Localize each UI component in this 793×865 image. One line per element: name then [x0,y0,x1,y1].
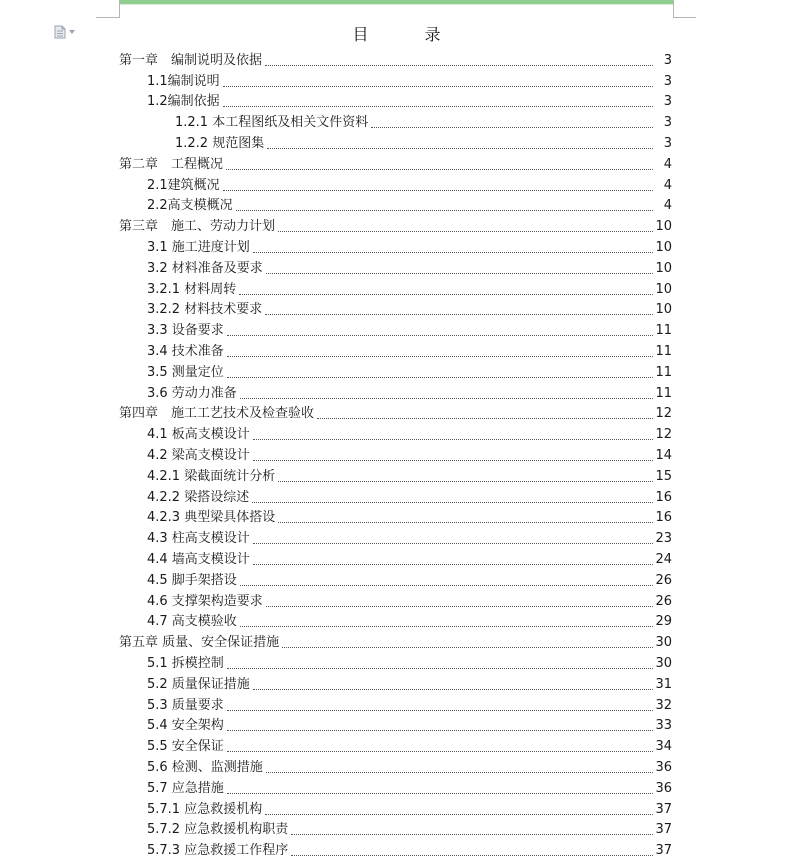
toc-entry[interactable] [119,403,672,424]
toc-entry-page: 36 [655,780,672,796]
toc-entry-label: 3.6 劳动力准备 [147,385,237,401]
toc-entry-page: 3 [663,94,672,110]
toc-entry[interactable] [147,299,672,320]
toc-entry-label: 4.2.3 典型梁具体搭设 [147,510,276,526]
toc-entry[interactable] [147,507,672,528]
toc-title: 目 录 [352,25,461,44]
toc-entry-page: 24 [655,551,672,567]
toc-dot-leader [252,502,653,503]
toc-entry-label: 1.2.2 规范图集 [175,135,265,151]
toc-entry[interactable] [147,278,672,299]
toc-entry-page: 14 [655,447,672,463]
toc-entry-page: 23 [655,531,672,547]
toc-entry-label: 4.6 支撑架构造要求 [147,593,263,609]
toc-dot-leader [240,626,653,627]
toc-entry[interactable] [147,777,672,798]
toc-entry-label: 5.7.3 应急救援工作程序 [147,843,289,859]
toc-dot-leader [227,356,653,357]
margin-corner-mark-right-v [673,0,674,18]
toc-entry-label: 4.5 脚手架搭设 [147,572,237,588]
toc-entry[interactable] [119,153,672,174]
toc-entry-page: 11 [655,364,672,380]
toc-entry-label: 3.3 设备要求 [147,323,224,339]
toc-dot-leader [223,86,653,87]
toc-dot-leader [227,730,653,731]
toc-entry-page: 37 [655,801,672,817]
toc-entry-page: 11 [655,343,672,359]
toc-dot-leader [253,543,653,544]
toc-entry-page: 3 [663,52,672,68]
toc-entry[interactable] [147,236,672,257]
toc-entry[interactable] [147,715,672,736]
toc-dot-leader [236,210,653,211]
toc-entry[interactable] [147,319,672,340]
toc-entry-label: 第一章 编制说明及依据 [119,52,263,68]
toc-entry-page: 16 [655,489,672,505]
toc-dot-leader [282,647,653,648]
toc-entry-label: 3.2.2 材料技术要求 [147,302,263,318]
toc-entry[interactable] [147,652,672,673]
toc-entry-label: 4.3 柱高支模设计 [147,531,250,547]
toc-dot-leader [227,335,653,336]
toc-entry-page: 10 [655,281,672,297]
toc-entry[interactable] [175,111,672,132]
toc-entry[interactable] [147,361,672,382]
toc-dot-leader [240,585,653,586]
margin-corner-mark-right-h [673,17,696,18]
toc-entry-page: 37 [655,822,672,838]
toc-dot-leader [227,668,653,669]
toc-entry[interactable] [147,70,672,91]
toc-entry-label: 第三章 施工、劳动力计划 [119,219,276,235]
toc-dot-leader [278,231,653,232]
toc-entry-label: 4.1 板高支模设计 [147,427,250,443]
toc-dot-leader [227,793,653,794]
toc-entry-label: 3.2 材料准备及要求 [147,260,263,276]
toc-entry-page: 36 [655,759,672,775]
toc-entry-label: 3.2.1 材料周转 [147,281,237,297]
toc-entry[interactable] [147,735,672,756]
toc-entry[interactable] [147,798,672,819]
toc-entry-label: 第五章 质量、安全保证措施 [119,635,280,651]
toc-entry-page: 26 [655,593,672,609]
toc-dot-leader [253,252,653,253]
toc-entry-page: 4 [663,198,672,214]
toc-entry-label: 5.3 质量要求 [147,697,224,713]
toc-entry-page: 3 [663,115,672,131]
toc-entry[interactable] [119,49,672,70]
toc-entry-label: 5.5 安全保证 [147,739,224,755]
toc-entry[interactable] [147,91,672,112]
toc-dot-leader [278,481,653,482]
toc-entry[interactable] [147,195,672,216]
toc-entry-page: 12 [655,427,672,443]
toc-entry-label: 3.1 施工进度计划 [147,239,250,255]
toc-dot-leader [227,751,653,752]
toc-entry[interactable] [175,132,672,153]
toc-dot-leader [227,377,653,378]
toc-dot-leader [265,314,653,315]
toc-dot-leader [253,439,653,440]
toc-entry-label: 4.2.1 梁截面统计分析 [147,468,276,484]
header-rule-shadow [119,4,673,5]
toc-entry-label: 5.7.1 应急救援机构 [147,801,263,817]
margin-corner-mark-left-v [119,0,120,18]
toc-dot-leader [291,855,653,856]
toc-dot-leader [227,710,653,711]
toc-entry[interactable] [147,756,672,777]
toc-entry[interactable] [147,694,672,715]
toc-dot-leader [223,106,653,107]
toc-entry[interactable] [147,486,672,507]
toc-entry-label: 4.4 墙高支模设计 [147,551,250,567]
toc-entry-label: 5.6 检测、监测措施 [147,759,263,775]
toc-entry[interactable] [147,839,672,860]
toc-entry[interactable] [147,673,672,694]
toc-entry-page: 4 [663,177,672,193]
toc-dot-leader [240,398,653,399]
toc-entry-page: 30 [655,655,672,671]
toc-entry-page: 29 [655,614,672,630]
toc-entry[interactable] [147,590,672,611]
toc-entry-page: 16 [655,510,672,526]
toc-dot-leader [253,689,653,690]
toc-entry-page: 15 [655,468,672,484]
toc-entry[interactable] [147,465,672,486]
toc-entry-label: 1.1编制说明 [147,73,220,89]
toc-entry-page: 34 [655,739,672,755]
toc-entry-label: 5.7.2 应急救援机构职责 [147,822,289,838]
toc-dot-leader [317,418,653,419]
toc-entry[interactable] [119,631,672,652]
toc-entry[interactable] [147,819,672,840]
toc-entry-label: 4.7 高支模验收 [147,614,237,630]
toc-entry-label: 5.4 安全架构 [147,718,224,734]
toc-entry[interactable] [147,257,672,278]
toc-dot-leader [226,169,653,170]
toc-entry-label: 4.2 梁高支模设计 [147,447,250,463]
toc-dot-leader [265,65,653,66]
toc-entry-page: 33 [655,718,672,734]
toc-dot-leader [278,522,653,523]
toc-dot-leader [266,273,653,274]
toc-entry-page: 30 [655,635,672,651]
toc-dot-leader [266,772,653,773]
toc-entry-page: 10 [655,219,672,235]
toc-entry[interactable] [147,174,672,195]
toc-entry[interactable] [147,569,672,590]
toc-entry-page: 32 [655,697,672,713]
toc-entry-page: 26 [655,572,672,588]
toc-entry-page: 10 [655,239,672,255]
toc-dot-leader [239,294,653,295]
toc-entry-page: 3 [663,135,672,151]
toc-entry[interactable] [147,527,672,548]
toc-entry-page: 10 [655,302,672,318]
toc-entry-page: 37 [655,843,672,859]
toc-entry[interactable] [147,611,672,632]
toc-dot-leader [291,834,653,835]
toc-entry-label: 2.1建筑概况 [147,177,220,193]
toc-entry[interactable] [147,444,672,465]
toc-entry-label: 第二章 工程概况 [119,156,224,172]
toc-entry-label: 5.7 应急措施 [147,780,224,796]
toc-entry-page: 10 [655,260,672,276]
toc-dot-leader [253,460,653,461]
toc-entry-page: 12 [655,406,672,422]
toc-dot-leader [223,190,653,191]
toc-entry-label: 2.2高支模概况 [147,198,233,214]
margin-corner-mark-left-h [96,17,119,18]
toc-entry-label: 5.1 拆模控制 [147,655,224,671]
toc-entry[interactable] [147,423,672,444]
toc-entry[interactable] [119,215,672,236]
toc-entry-page: 4 [663,156,672,172]
toc-dot-leader [253,564,653,565]
toc-entry-page: 11 [655,323,672,339]
toc-entry-label: 第四章 施工工艺技术及检查验收 [119,406,315,422]
toc-entry-label: 5.2 质量保证措施 [147,676,250,692]
toc-entry[interactable] [147,382,672,403]
toc-entry-label: 3.5 测量定位 [147,364,224,380]
toc-dot-leader [267,148,653,149]
toc-entry-page: 31 [655,676,672,692]
toc-entry-label: 1.2编制依据 [147,94,220,110]
toc-entry-page: 3 [663,73,672,89]
toc-dot-leader [266,606,653,607]
toc-entry-page: 11 [655,385,672,401]
toc-dot-leader [265,814,653,815]
toc-dot-leader [371,127,653,128]
toc-entry-label: 1.2.1 本工程图纸及相关文件资料 [175,115,369,131]
toc-entry-label: 4.2.2 梁搭设综述 [147,489,250,505]
toc-entry[interactable] [147,548,672,569]
toc-entry-label: 3.4 技术准备 [147,343,224,359]
toc-entry[interactable] [147,340,672,361]
